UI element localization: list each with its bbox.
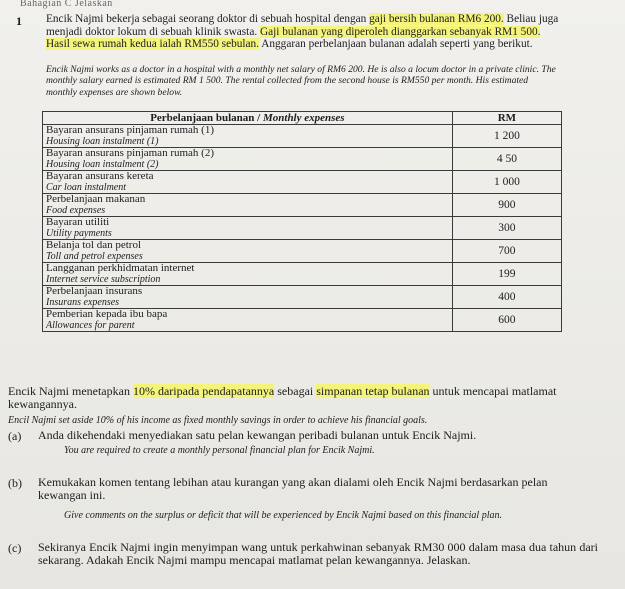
part-a-malay: Anda dikehendaki menyediakan satu pelan kewangan peribadi bulanan untuk Encik Najmi.	[38, 428, 477, 442]
column-header-expenses: Perbelanjaan bulanan / Monthly expenses	[43, 112, 453, 125]
part-b-malay: Kemukakan komen tentang lebihan atau kurangan yang akan dialami oleh Encik Najmi berdasarkan pelan kewangan ini.	[38, 475, 548, 502]
savings-statement-english: Encil Najmi set aside 10% of his income as fixed monthly savings in order to achieve his financial goals.	[8, 415, 428, 426]
expense-item	[43, 194, 453, 217]
expense-label-english: Housing loan instalment (1)	[46, 136, 159, 147]
expense-amount: 4 50	[452, 148, 561, 171]
expense-item	[43, 148, 453, 171]
table-header-row	[43, 112, 562, 125]
expense-label-english: Food expenses	[46, 205, 106, 216]
expense-item	[43, 171, 453, 194]
part-b-english: Give comments on the surplus or deficit that will be experienced by Encik Najmi based on this financial plan.	[64, 510, 502, 521]
highlight-ten-percent: 10% daripada pendapatannya	[132, 384, 275, 398]
expenses-table	[42, 111, 562, 332]
expense-amount: 1 200	[452, 125, 561, 148]
highlight-rent: Hasil sewa rumah kedua ialah RM550 sebulan.	[46, 38, 260, 51]
table-row	[43, 286, 562, 309]
table-row	[43, 171, 562, 194]
expense-item	[43, 125, 453, 148]
expense-label-english: Toll and petrol expenses	[46, 251, 143, 262]
highlight-fixed-savings: simpanan tetap bulanan	[316, 384, 430, 398]
part-c-malay: Sekiranya Encik Najmi ingin menyimpan wang untuk perkahwinan sebanyak RM30 000 dalam masa dua tahun dari sekarang. Adakah Encik Najmi mampu mencapai matlamat pelan kewangannya. Jelaskan.	[38, 540, 598, 567]
savings-statement-malay: Encik Najmi menetapkan 10% daripada pendapatannya sebagai simpanan tetap bulanan untuk mencapai matlamat kewangannya.	[8, 384, 557, 411]
expense-label-english: Utility payments	[46, 228, 112, 239]
table-row	[43, 309, 562, 332]
expense-label-malay: Perbelanjaan insurans	[46, 285, 143, 297]
highlight-salary: gaji bersih bulanan RM6 200.	[369, 13, 504, 25]
column-header-rm: RM	[452, 112, 561, 125]
question-number: 1	[16, 14, 22, 28]
expense-item	[43, 263, 453, 286]
expense-amount: 1 000	[452, 171, 561, 194]
table-row	[43, 194, 562, 217]
question-intro-malay: Encik Najmi bekerja sebagai seorang doktor di sebuah hospital dengan gaji bersih bulanan RM6 200. Beliau juga menjadi doktor lokum di sebuah klinik swasta. Gaji bulanan yang diperoleh dianggarkan sebanyak RM1 500. Hasil sewa rumah kedua ialah RM550 sebulan. Anggaran perbelanjaan bulanan adalah seperti yang berikut.	[46, 13, 559, 51]
expense-label-english: Internet service subscription	[46, 274, 161, 285]
expense-item	[43, 240, 453, 263]
header-fragment: Bahagian C Jelaskan	[20, 0, 113, 9]
expense-amount: 900	[452, 194, 561, 217]
table-row	[43, 148, 562, 171]
part-a-english: You are required to create a monthly personal financial plan for Encik Najmi.	[64, 445, 375, 456]
expense-label-english: Insurans expenses	[46, 297, 120, 308]
expense-item	[43, 286, 453, 309]
part-a-label: (a)	[8, 429, 22, 443]
expense-amount: 700	[452, 240, 561, 263]
expense-amount: 199	[452, 263, 561, 286]
expense-label-malay: Langganan perkhidmatan internet	[46, 262, 195, 274]
expense-label-malay: Bayaran ansurans pinjaman rumah (2)	[46, 147, 214, 159]
table-row	[43, 263, 562, 286]
expense-label-english: Allowances for parent	[46, 320, 135, 331]
expense-amount: 600	[452, 309, 561, 332]
expense-item	[43, 217, 453, 240]
expense-label-malay: Pemberian kepada ibu bapa	[46, 308, 168, 320]
highlight-locum: Gaji bulanan yang diperoleh dianggarkan sebanyak RM1 500.	[259, 25, 541, 38]
question-intro-english: Encik Najmi works as a doctor in a hospital with a monthly net salary of RM6 200. He is also a locum doctor in a private clinic. The monthly salary earned is estimated RM 1 500. The rental collected from the second house is RM550 per month. His estimated monthly expenses are shown below.	[46, 64, 556, 98]
table-row	[43, 125, 562, 148]
expense-item	[43, 309, 453, 332]
expense-amount: 300	[452, 217, 561, 240]
expense-label-malay: Bayaran ansurans pinjaman rumah (1)	[46, 124, 214, 136]
expense-label-malay: Belanja tol dan petrol	[46, 239, 141, 251]
expense-label-malay: Bayaran utiliti	[46, 216, 110, 228]
expense-amount: 400	[452, 286, 561, 309]
part-b-label: (b)	[8, 476, 22, 490]
part-c-label: (c)	[8, 541, 22, 555]
expense-label-english: Housing loan instalment (2)	[46, 159, 159, 170]
table-row	[43, 217, 562, 240]
expense-label-malay: Perbelanjaan makanan	[46, 193, 146, 205]
expense-label-english: Car loan instalment	[46, 182, 127, 193]
expense-label-malay: Bayaran ansurans kereta	[46, 170, 154, 182]
table-row	[43, 240, 562, 263]
